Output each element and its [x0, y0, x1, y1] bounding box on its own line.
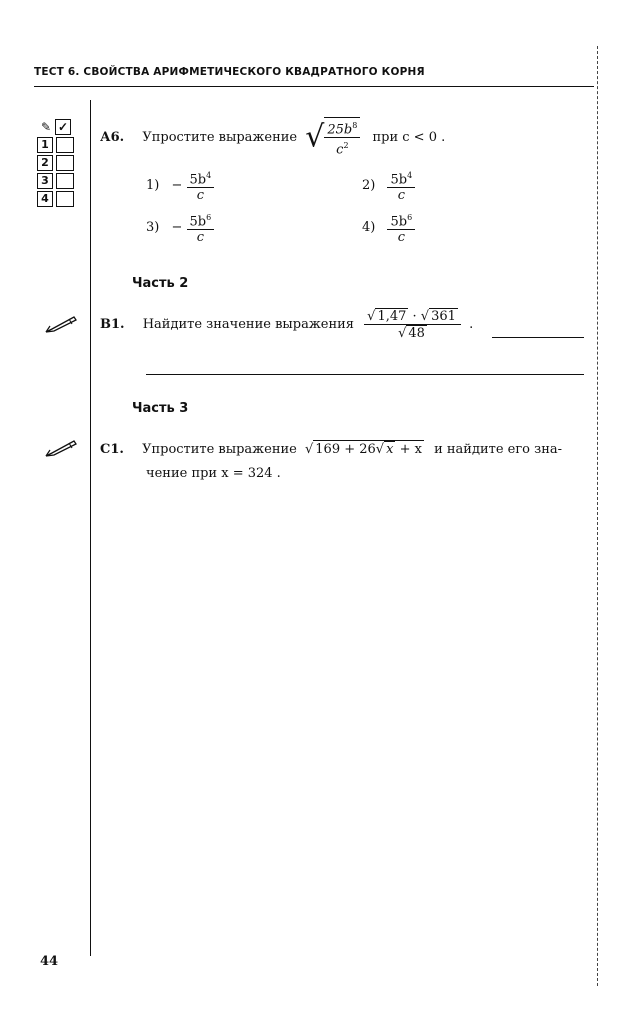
task-label: В1. — [100, 317, 125, 332]
task-c1-statement — [100, 440, 562, 457]
answer-boxes — [37, 118, 81, 208]
task-text: Найдите значение выражения — [142, 317, 355, 332]
answer-number: 4 — [37, 191, 53, 207]
answer-row-3[interactable] — [37, 172, 81, 190]
answer-field-line[interactable] — [146, 374, 584, 375]
section-title-part3: Часть 3 — [132, 401, 189, 416]
header-rule — [34, 86, 594, 87]
option-fraction: $\frac{5b^6}{c}$ — [187, 210, 215, 245]
answer-checkbox-4[interactable] — [56, 191, 74, 207]
c1-sqrt-expression: √ 169 + 26√ x + x — [304, 442, 422, 457]
task-c1-line2: чение при x = 324 . — [146, 466, 281, 481]
answer-field[interactable] — [492, 337, 584, 338]
option-fraction: $\frac{5b^6}{c}$ — [387, 210, 415, 245]
answer-checkbox-2[interactable] — [56, 155, 74, 171]
answer-number: 3 — [37, 173, 53, 189]
task-condition: при c < 0 . — [372, 129, 446, 145]
sqrt-expression — [305, 117, 360, 158]
sqrt-symbol: √ — [305, 119, 325, 155]
cut-line — [597, 46, 598, 986]
answer-row-2[interactable] — [37, 154, 81, 172]
task-label: С1. — [100, 442, 124, 457]
answer-row-4[interactable] — [37, 190, 81, 208]
task-label: А6. — [100, 129, 125, 145]
task-text-after: и найдите его зна- — [434, 442, 563, 457]
option-fraction: $\frac{5b^4}{c}$ — [387, 168, 415, 203]
answer-number: 1 — [37, 137, 53, 153]
b1-denominator: √ 48 — [398, 326, 425, 341]
task-text: Упростите выражение — [142, 129, 298, 145]
task-b1-statement: В1. Найдите значение выражения $\frac{√ 1,47 \cdot √ 361}{√ 48}$ . — [100, 309, 474, 341]
b1-fraction — [364, 308, 461, 341]
pen-icon: ✎ — [40, 119, 52, 134]
checkmark-icon: ✓ — [55, 119, 71, 135]
option-1[interactable]: 1) − $\frac{5b^4}{c}$ — [146, 168, 214, 203]
answer-row-1[interactable] — [37, 136, 81, 154]
task-a6-statement — [100, 117, 445, 158]
pen-icon — [44, 314, 78, 334]
b1-numerator: √ 1,47 · √ 361 — [364, 308, 461, 325]
section-title-part2: Часть 2 — [132, 276, 189, 291]
radicand-fraction: $\frac{25b^8}{c^2}$ — [324, 117, 360, 158]
option-2[interactable]: 2) $\frac{5b^4}{c}$ — [362, 168, 415, 203]
option-3[interactable]: 3) − $\frac{5b^6}{c}$ — [146, 210, 214, 245]
page-header: ТЕСТ 6. СВОЙСТВА АРИФМЕТИЧЕСКОГО КВАДРАТНОГО КОРНЯ — [34, 66, 425, 78]
option-fraction: $\frac{5b^4}{c}$ — [187, 168, 215, 203]
pen-icon — [44, 438, 78, 458]
answer-checkbox-3[interactable] — [56, 173, 74, 189]
task-text: Упростите выражение — [142, 442, 297, 457]
margin-rule — [90, 100, 91, 956]
answer-header-row — [37, 118, 81, 136]
answer-number: 2 — [37, 155, 53, 171]
answer-checkbox-1[interactable] — [56, 137, 74, 153]
option-4[interactable]: 4) $\frac{5b^6}{c}$ — [362, 210, 415, 245]
page-number: 44 — [40, 954, 59, 969]
